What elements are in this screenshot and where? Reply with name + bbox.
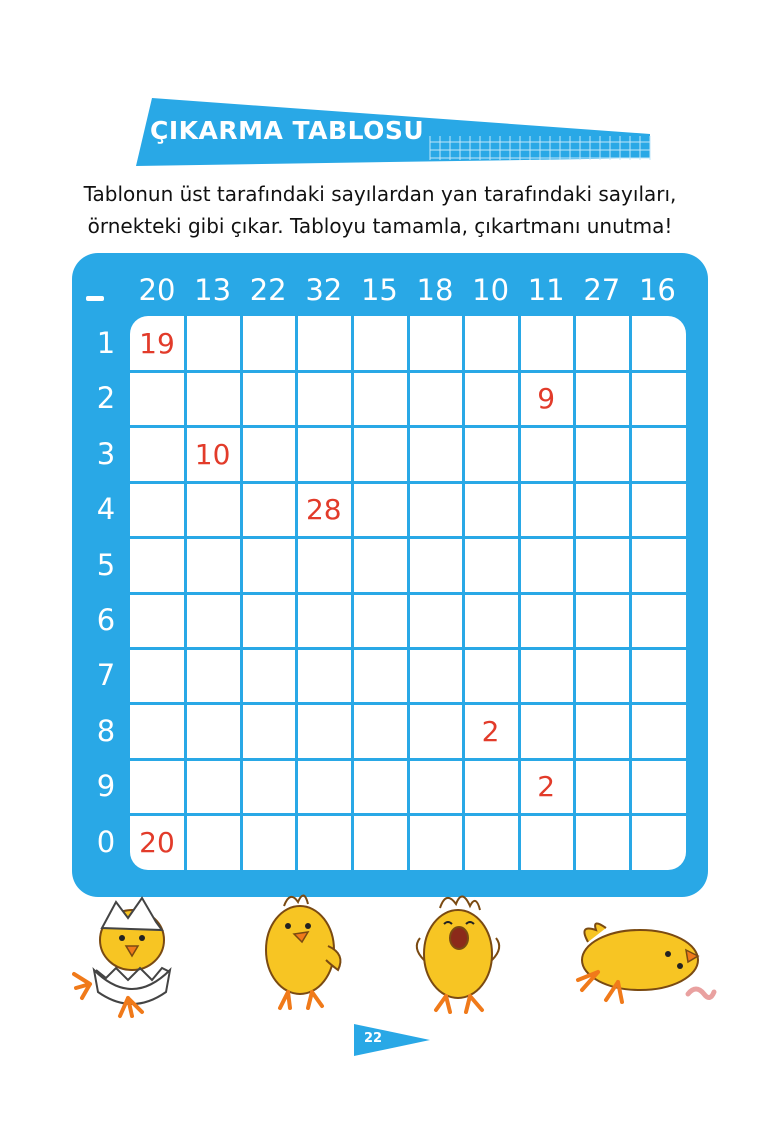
answer-grid [130,316,686,870]
row-header: 2 [96,381,116,416]
row-header: 9 [96,769,116,804]
row-header: 5 [96,547,116,582]
instructions-line-2: örnekteki gibi çıkar. Tabloyu tamamla, çıkartmanı unutma! [87,214,673,238]
grid-line [130,702,686,705]
grid-line [130,592,686,595]
chick-standing-icon [250,884,350,1012]
grid-line [130,370,686,373]
column-header: 13 [194,273,232,307]
minus-sign [86,296,104,301]
row-header: 4 [96,492,116,527]
answer-cell: 20 [139,825,175,859]
grid-line [130,481,686,484]
grid-line [130,813,686,816]
instructions-line-1: Tablonun üst tarafındaki sayılardan yan tarafındaki sayıları, [83,182,677,206]
column-header: 10 [472,273,510,307]
answer-cell: 28 [305,493,342,527]
column-header: 15 [360,273,398,307]
answer-cell: 10 [194,437,231,471]
column-header: 32 [305,273,343,307]
page-number: 22 [363,1031,383,1046]
chick-lying-icon [548,910,718,1010]
answer-cell: 9 [537,382,556,416]
grid-line [130,536,686,539]
column-header: 20 [138,273,176,307]
row-header: 7 [96,658,116,693]
grid-line [130,758,686,761]
column-header: 16 [638,273,676,307]
grid-line [130,425,686,428]
row-header: 1 [96,326,116,360]
page-title: ÇIKARMA TABLOSU [150,116,425,145]
instructions [40,178,720,242]
row-header: 8 [96,713,116,748]
grid-line [130,647,686,650]
column-header: 22 [249,273,287,307]
chick-singing-icon [410,882,506,1014]
row-header: 3 [96,436,116,471]
column-header: 27 [583,273,621,307]
column-header: 11 [527,273,565,307]
answer-cell: 2 [481,714,500,748]
row-header: 6 [96,603,116,637]
chick-hatching-icon [72,888,182,1020]
answer-cell: 19 [139,327,175,360]
column-header: 18 [416,273,454,307]
answer-cell: 2 [537,770,556,804]
row-header: 0 [96,824,116,859]
